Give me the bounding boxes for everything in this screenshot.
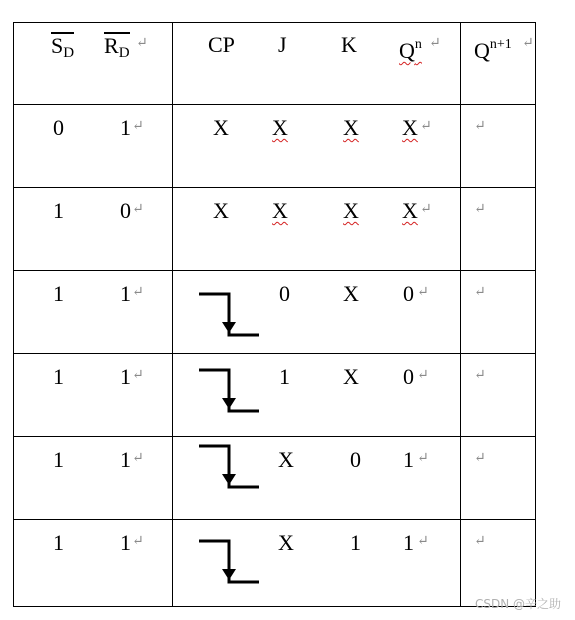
cell-rd: 1 [120,115,131,140]
cell-k: 0 [350,447,361,472]
falling-edge-icon [199,289,261,339]
return-mark-icon: ↵ [417,285,429,300]
row-divider [13,270,536,271]
cell-k: X [343,198,359,223]
return-mark-icon: ↵ [420,119,432,134]
cell-k: 1 [350,530,361,555]
return-mark-icon: ↵ [132,368,144,383]
cell-j: X [272,115,288,140]
cell-rd: 1 [120,364,131,389]
return-mark-icon: ↵ [417,451,429,466]
header-j: J [278,32,287,57]
return-mark-icon: ↵ [417,368,429,383]
cell-cp: X [213,198,229,223]
cell-sd: 1 [53,447,64,472]
cell-sd: 1 [53,364,64,389]
row-divider [13,187,536,188]
cell-j: 0 [279,281,290,306]
cell-sd: 0 [53,115,64,140]
header-sd: $S_D$ [51,32,74,64]
return-mark-icon: ↵ [132,285,144,300]
return-mark-icon: ↵ [132,451,144,466]
return-mark-icon: ↵ [474,285,486,300]
watermark: CSDN @辛之助 [474,597,561,611]
header-qn1: $Q^{n+1}$ [474,37,512,63]
cell-k: X [343,281,359,306]
cell-rd: 1 [120,447,131,472]
cell-qn: 0 [403,364,414,389]
table-border-bottom [13,606,536,607]
return-mark-icon: ↵ [420,202,432,217]
cell-sd: 1 [53,198,64,223]
falling-edge-icon [199,441,261,491]
return-mark-icon: ↵ [132,534,144,549]
cell-j: X [272,198,288,223]
cell-k: X [343,364,359,389]
header-k: K [341,32,357,57]
return-mark-icon: ↵ [522,36,534,51]
cell-qn: 1 [403,447,414,472]
return-mark-icon: ↵ [474,534,486,549]
return-mark-icon: ↵ [474,202,486,217]
header-rd: $R_D$ [104,32,130,64]
row-divider [13,104,536,105]
return-mark-icon: ↵ [417,534,429,549]
return-mark-icon: ↵ [132,119,144,134]
falling-edge-icon [199,365,261,415]
cell-sd: 1 [53,530,64,555]
cell-k: X [343,115,359,140]
cell-qn: 0 [403,281,414,306]
return-mark-icon: ↵ [136,36,148,51]
row-divider [13,353,536,354]
return-mark-icon: ↵ [132,202,144,217]
row-divider [13,436,536,437]
cell-j: X [278,447,294,472]
table-border-top [13,22,536,23]
row-divider [13,519,536,520]
return-mark-icon: ↵ [474,451,486,466]
cell-j: X [278,530,294,555]
falling-edge-icon [199,536,261,586]
cell-qn: X [402,115,418,140]
cell-rd: 0 [120,198,131,223]
cell-rd: 1 [120,281,131,306]
return-mark-icon: ↵ [474,368,486,383]
cell-sd: 1 [53,281,64,306]
return-mark-icon: ↵ [429,36,441,51]
cell-qn: X [402,198,418,223]
header-qn: $Q^n$ [399,37,422,63]
header-cp: CP [208,32,235,57]
return-mark-icon: ↵ [474,119,486,134]
cell-qn: 1 [403,530,414,555]
cell-rd: 1 [120,530,131,555]
cell-j: 1 [279,364,290,389]
cell-cp: X [213,115,229,140]
